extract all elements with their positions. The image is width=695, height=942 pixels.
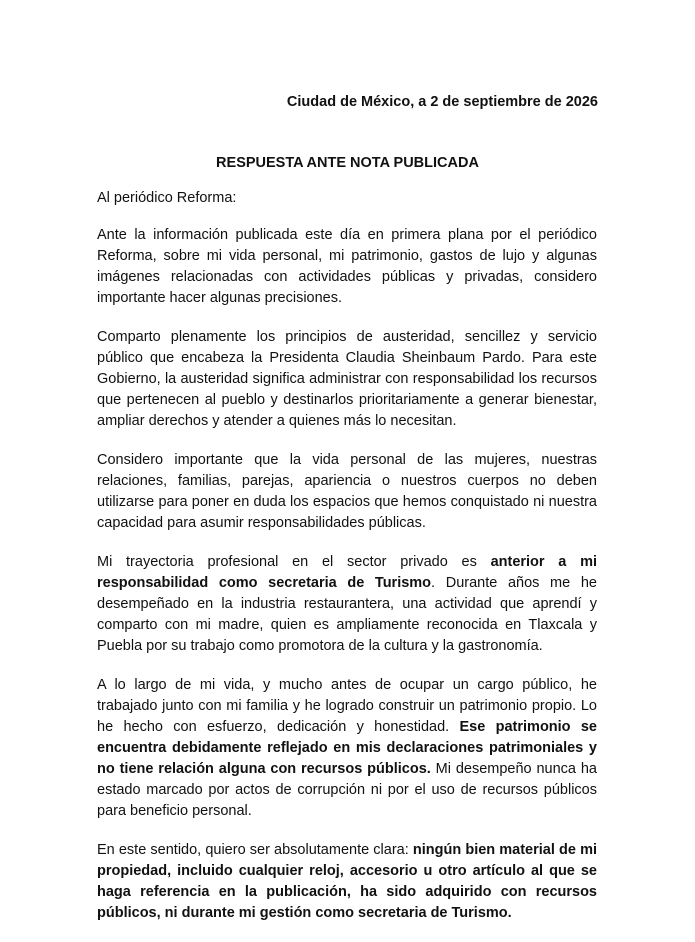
paragraph-list [97, 225, 597, 924]
bold-text: anterior a mi responsabilidad como secretaria de Turismo [97, 554, 597, 591]
text: Considero importante que la vida personal de las mujeres, nuestras relaciones, familias, parejas, apariencia o nuestros cuerpos no deben utilizarse para poner en duda los espacios que hemos conquistado ni nuestra capacidad para asumir responsabilidades públicas. [97, 452, 597, 531]
dateline: Ciudad de México, a 2 de septiembre de 2026 [286, 94, 598, 110]
text: . Durante años me he desempeñado en la industria restaurantera, una actividad que aprendí y comparto con mi madre, quien es ampliamente reconocida en Tlaxcala y Puebla por su trabajo como promotora de la cultura y la gastronomía. [97, 575, 597, 654]
bold-text: Ese patrimonio se encuentra debidamente reflejado en mis declaraciones patrimoniales y no tiene relación alguna con recursos públicos. [97, 719, 597, 777]
paragraph-5 [97, 675, 597, 822]
text: En este sentido, quiero ser absolutamente clara: [97, 842, 413, 858]
text: Mi trayectoria profesional en el sector privado es [97, 554, 491, 570]
paragraph-6 [97, 840, 597, 924]
letter-title: RESPUESTA ANTE NOTA PUBLICADA [216, 155, 479, 171]
paragraph-3 [97, 450, 597, 534]
letter-body [97, 188, 597, 942]
text: Ante la información publicada este día en primera plana por el periódico Reforma, sobre mi vida personal, mi patrimonio, gastos de lujo y algunas imágenes relacionadas con actividades públicas y privadas, considero importante hacer algunas precisiones. [97, 227, 597, 306]
text: Comparto plenamente los principios de austeridad, sencillez y servicio público que encabeza la Presidenta Claudia Sheinbaum Pardo. Para este Gobierno, la austeridad significa administrar con responsabilidad los recursos que pertenecen al pueblo y destinarlos prioritariamente a generar bienestar, ampliar derechos y atender a quienes más lo necesitan. [97, 329, 597, 429]
salutation: Al periódico Reforma: [97, 190, 237, 206]
paragraph-1 [97, 225, 597, 309]
text: Mi desempeño nunca ha estado marcado por actos de corrupción ni por el uso de recursos públicos para beneficio personal. [97, 761, 597, 819]
bold-text: ningún bien material de mi propiedad, incluido cualquier reloj, accesorio u otro artículo al que se haga referencia en la publicación, ha sido adquirido con recursos públicos, ni durante mi gestión como secretaria de Turismo. [97, 842, 597, 921]
text: A lo largo de mi vida, y mucho antes de ocupar un cargo público, he trabajado junto con mi familia y he logrado construir un patrimonio propio. Lo he hecho con esfuerzo, dedicación y honestidad. [97, 677, 597, 735]
paragraph-2 [97, 327, 597, 432]
paragraph-4 [97, 552, 597, 657]
